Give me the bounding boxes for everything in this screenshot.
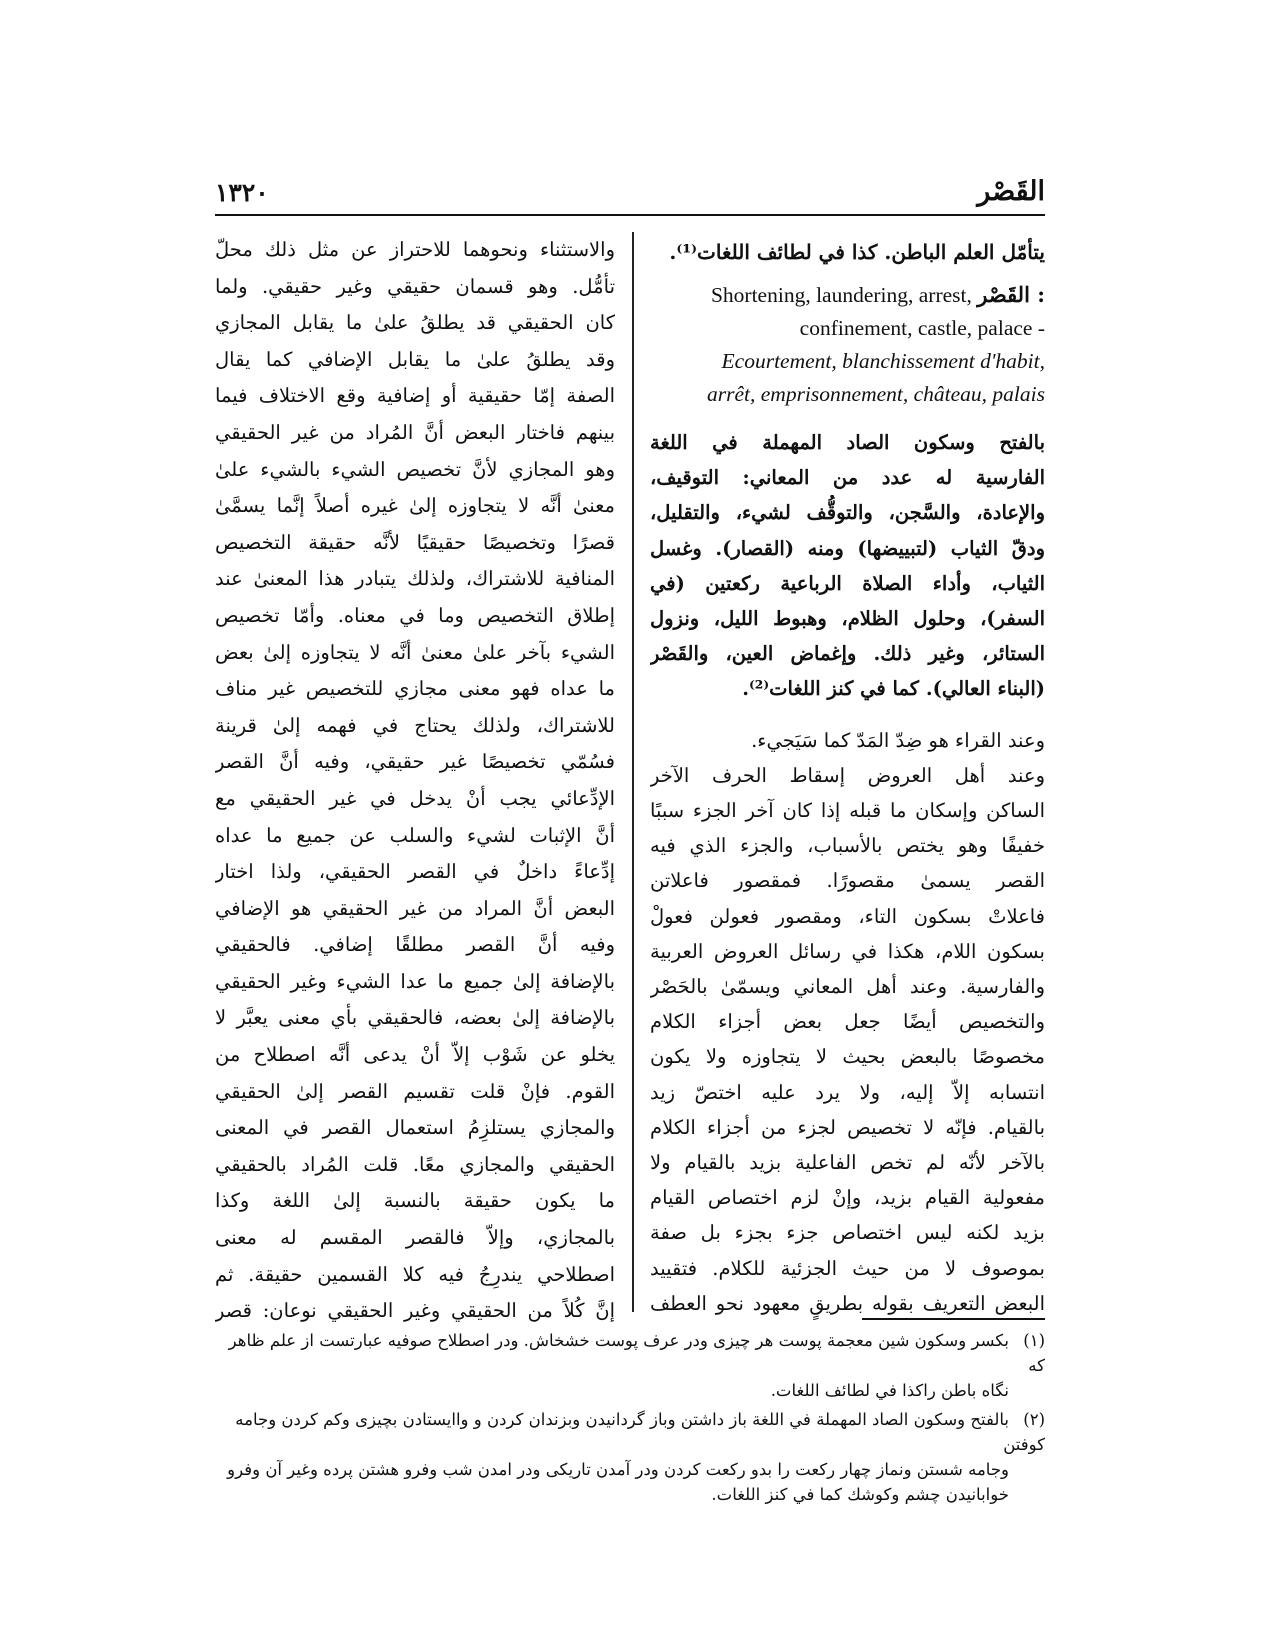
right-column — [650, 232, 1045, 1321]
footnote-text: بالفتح وسكون الصاد المهملة في اللغة باز داشتن وباز گردانيدن وبزندان كردن و واايستادن بچيزى وكم كردن وجامه كوفتن — [235, 1410, 1045, 1454]
text-line: أنَّ الإثبات لشيء والسلب عن جميع ما عداه — [215, 823, 615, 847]
text-line: يخلو عن شَوْب إلاّ أنْ يدعى أنَّه اصطلاح من — [215, 1043, 615, 1067]
text-line: بالإضافة إلىٰ بعضه، فالحقيقي بأي معنى يعبَّر لا — [215, 1006, 615, 1030]
footnote-number: (١) — [1023, 1331, 1045, 1350]
text-line: انتسابه إلاّ إليه، ولا يرد عليه اختصّ زيد — [650, 1080, 1045, 1104]
text-line: قصرًا وتخصيصًا حقيقيًا لأنَّه حقيقة التخصيص — [215, 530, 615, 554]
text-line: الإدِّعائي يجب أنْ يدخل في غير الحقيقي مع — [215, 786, 615, 810]
header-rule — [215, 214, 1045, 216]
text-line: بموصوف لا من حيث الجزئية للكلام. فتقييد — [650, 1256, 1045, 1280]
header-entry-word: القَصْر — [977, 176, 1045, 207]
column-divider — [632, 232, 634, 1312]
text-line: ودقّ الثياب (لتبييضها) ومنه (القصار). وغسل — [650, 536, 1045, 560]
text-line: خفيفًا وهو يختص بالأسباب، والجزء الذي فيه — [650, 834, 1045, 858]
gloss-english-1: Shortening, laundering, arrest, — [710, 283, 972, 307]
text-line: (البناء العالي). كما في كنز اللغات⁽²⁾. — [742, 677, 1045, 701]
page-header — [215, 176, 1045, 212]
text-line: فاعلاتْ بسكون التاء، ومقصور فعولن فعولْ — [650, 904, 1045, 928]
continuation-line: يتأمّل العلم الباطن. كذا في لطائف اللغات⁽¹⁾. — [669, 240, 1045, 264]
footnote-line: نگاه باطن راكذا في لطائف اللغات. — [770, 1381, 1009, 1400]
footnote-2 — [215, 1407, 1045, 1507]
gloss-french-1: Ecourtement, blanchissement d'habit, — [721, 349, 1045, 373]
text-line: معنىٰ أنَّه لا يتجاوزه إلىٰ غيره أصلاً إنَّما يسمَّىٰ — [215, 494, 615, 518]
text-line: والاستثناء ونحوهما للاحتراز عن مثل ذلك محلّ — [215, 238, 615, 261]
persian-meaning-paragraph — [650, 425, 1045, 707]
text-line: تأمُّل. وهو قسمان حقيقي وغير حقيقي. ولما — [215, 274, 615, 298]
text-line: بالإضافة إلىٰ جميع ما عدا الشيء وغير الحقيقي — [215, 969, 615, 993]
text-line: البعض التعريف بقوله بطريقٍ معهود نحو العطف — [650, 1291, 1045, 1315]
text-line: ما عداه فهو معنى مجازي للتخصيص غير مناف — [215, 677, 615, 701]
text-line: وعند أهل العروض إسقاط الحرف الآخر — [650, 763, 1045, 787]
text-line: والإعادة، والسَّجن، والتوقُّف لشيء، والتقليل، — [650, 501, 1045, 525]
text-line: بزيد لكنه ليس اختصاص جزء بجزء بل صفة — [650, 1221, 1045, 1245]
text-line: وعند القراء هو ضِدّ المَدّ كما سَيَجيء. — [751, 728, 1045, 752]
text-line: اصطلاحي يندرِجُ فيه كلا القسمين حقيقة. ثم — [215, 1262, 615, 1286]
footnote-1 — [215, 1328, 1045, 1403]
text-line: مفعولية القيام بزيد، وإنْ لزم اختصاص القيام — [650, 1186, 1045, 1210]
text-line: إدِّعاءً داخلٌ في القصر الحقيقي، ولذا اختار — [215, 860, 615, 884]
text-line: الثياب، وأداء الصلاة الرباعية ركعتين (في — [650, 571, 1045, 595]
text-line: الصفة إمّا حقيقية أو إضافية وقع الاختلاف فيما — [215, 384, 615, 408]
text-line: وفيه أنَّ القصر مطلقًا إضافي. فالحقيقي — [215, 933, 615, 957]
text-line: والفارسية. وعند أهل المعاني ويسمّىٰ بالحَصْر — [650, 975, 1045, 999]
text-line: مخصوصًا بالبعض بحيث لا يتجاوزه ولا يكون — [650, 1045, 1045, 1069]
text-line: إطلاق التخصيص وما في معناه. وأمّا تخصيص — [215, 603, 615, 627]
left-column — [215, 232, 615, 1330]
text-line: والتخصيص أيضًا جعل بعض أجزاء الكلام — [650, 1010, 1045, 1034]
text-line: بسكون اللام، هكذا في رسائل العروض العربية — [650, 939, 1045, 963]
text-line: والمجازي يستلزِمُ استعمال القصر في المعنى — [215, 1116, 615, 1140]
footnote-text: بكسر وسكون شين معجمة پوست هر چيزى ودر عرف پوست خشخاش. ودر اصطلاح صوفيه عبارتست از علم ظاهر كه — [228, 1331, 1045, 1375]
gloss-french-2: arrêt, emprisonnement, château, palais — [707, 382, 1045, 406]
text-line: بالقيام. فإنّه لا تخصيص لجزء من أجزاء الكلام — [650, 1115, 1045, 1139]
gloss-english-2: confinement, castle, palace - — [799, 316, 1045, 340]
footnote-line: وجامه شستن ونماز چهار ركعت را بدو ركعت كردن ودر آمدن تاريكى ودر امدن شب وفرو هشتن پرده وغير آن وفرو — [227, 1460, 1009, 1479]
text-line: القوم. فإنْ قلت تقسيم القصر إلىٰ الحقيقي — [215, 1079, 615, 1103]
text-line: الحقيقي والمجازي معًا. قلت المُراد بالحقيقي — [215, 1152, 615, 1176]
text-line: وهو المجازي لأنَّ تخصيص الشيء بالشيء علىٰ — [215, 457, 615, 481]
text-line: بينهم فاختار البعض أنَّ المُراد من غير الحقيقي — [215, 420, 615, 444]
footnote-line: خوابانيدن چشم وكوشك كما في كنز اللغات. — [711, 1485, 1009, 1504]
footnotes — [215, 1328, 1045, 1511]
text-line: المنافية للاشتراك، ولذلك يتبادر هذا المعنىٰ عند — [215, 567, 615, 591]
text-line: الشيء بآخر علىٰ معنىٰ أنَّه لا يتجاوزه إلىٰ بعض — [215, 640, 615, 664]
text-line: البعض أنَّ المراد من غير الحقيقي هو الإضافي — [215, 896, 615, 920]
text-line: بالفتح وسكون الصاد المهملة في اللغة — [650, 431, 1045, 454]
text-line: فسُمّي تخصيصًا غير حقيقي، وفيه أنَّ القصر — [215, 750, 615, 774]
text-line: كان الحقيقي قد يطلقُ علىٰ ما يقابل المجازي — [215, 311, 615, 335]
text-line: وقد يطلقُ علىٰ ما يقابل الإضافي كما يقال — [215, 347, 615, 371]
text-line: السفر)، وحلول الظلام، وهبوط الليل، ونزول — [650, 607, 1045, 631]
footnote-line — [215, 1328, 1045, 1378]
text-line: بالآخر لأنّه لم تخص الفاعلية بزيد بالقيام ولا — [650, 1151, 1045, 1175]
text-line: ما يكون حقيقة بالنسبة إلىٰ اللغة وكذا — [215, 1189, 615, 1213]
entry-gloss — [650, 278, 1045, 411]
text-line: الساكن وإسكان ما قبله إذا كان آخر الجزء سببًا — [650, 799, 1045, 823]
definitions-paragraph — [650, 723, 1045, 1321]
text-line: الستائر، وغير ذلك. وإغماض العين، والقَصْر — [650, 642, 1045, 666]
text-line: بالمجازي، وإلاّ فالقصر المقسم له معنى — [215, 1226, 615, 1250]
text-line: إنَّ كُلاً من الحقيقي وغير الحقيقي نوعان: قصر — [215, 1299, 615, 1323]
footnote-line — [215, 1407, 1045, 1457]
footnote-rule — [862, 1318, 1045, 1320]
text-line: للاشتراك، ولذلك يحتاج في فهمه إلىٰ قرينة — [215, 713, 615, 737]
gloss-line-1 — [650, 278, 1045, 312]
gloss-headword: القَصْر : — [977, 282, 1045, 307]
footnote-number: (٢) — [1023, 1410, 1045, 1429]
text-line: الفارسية له عدد من المعاني: التوقيف، — [650, 466, 1045, 490]
text-line: القصر يسمىٰ مقصورًا. فمقصور فاعلاتن — [650, 869, 1045, 893]
page-number: ١٣٢٠ — [215, 178, 269, 207]
